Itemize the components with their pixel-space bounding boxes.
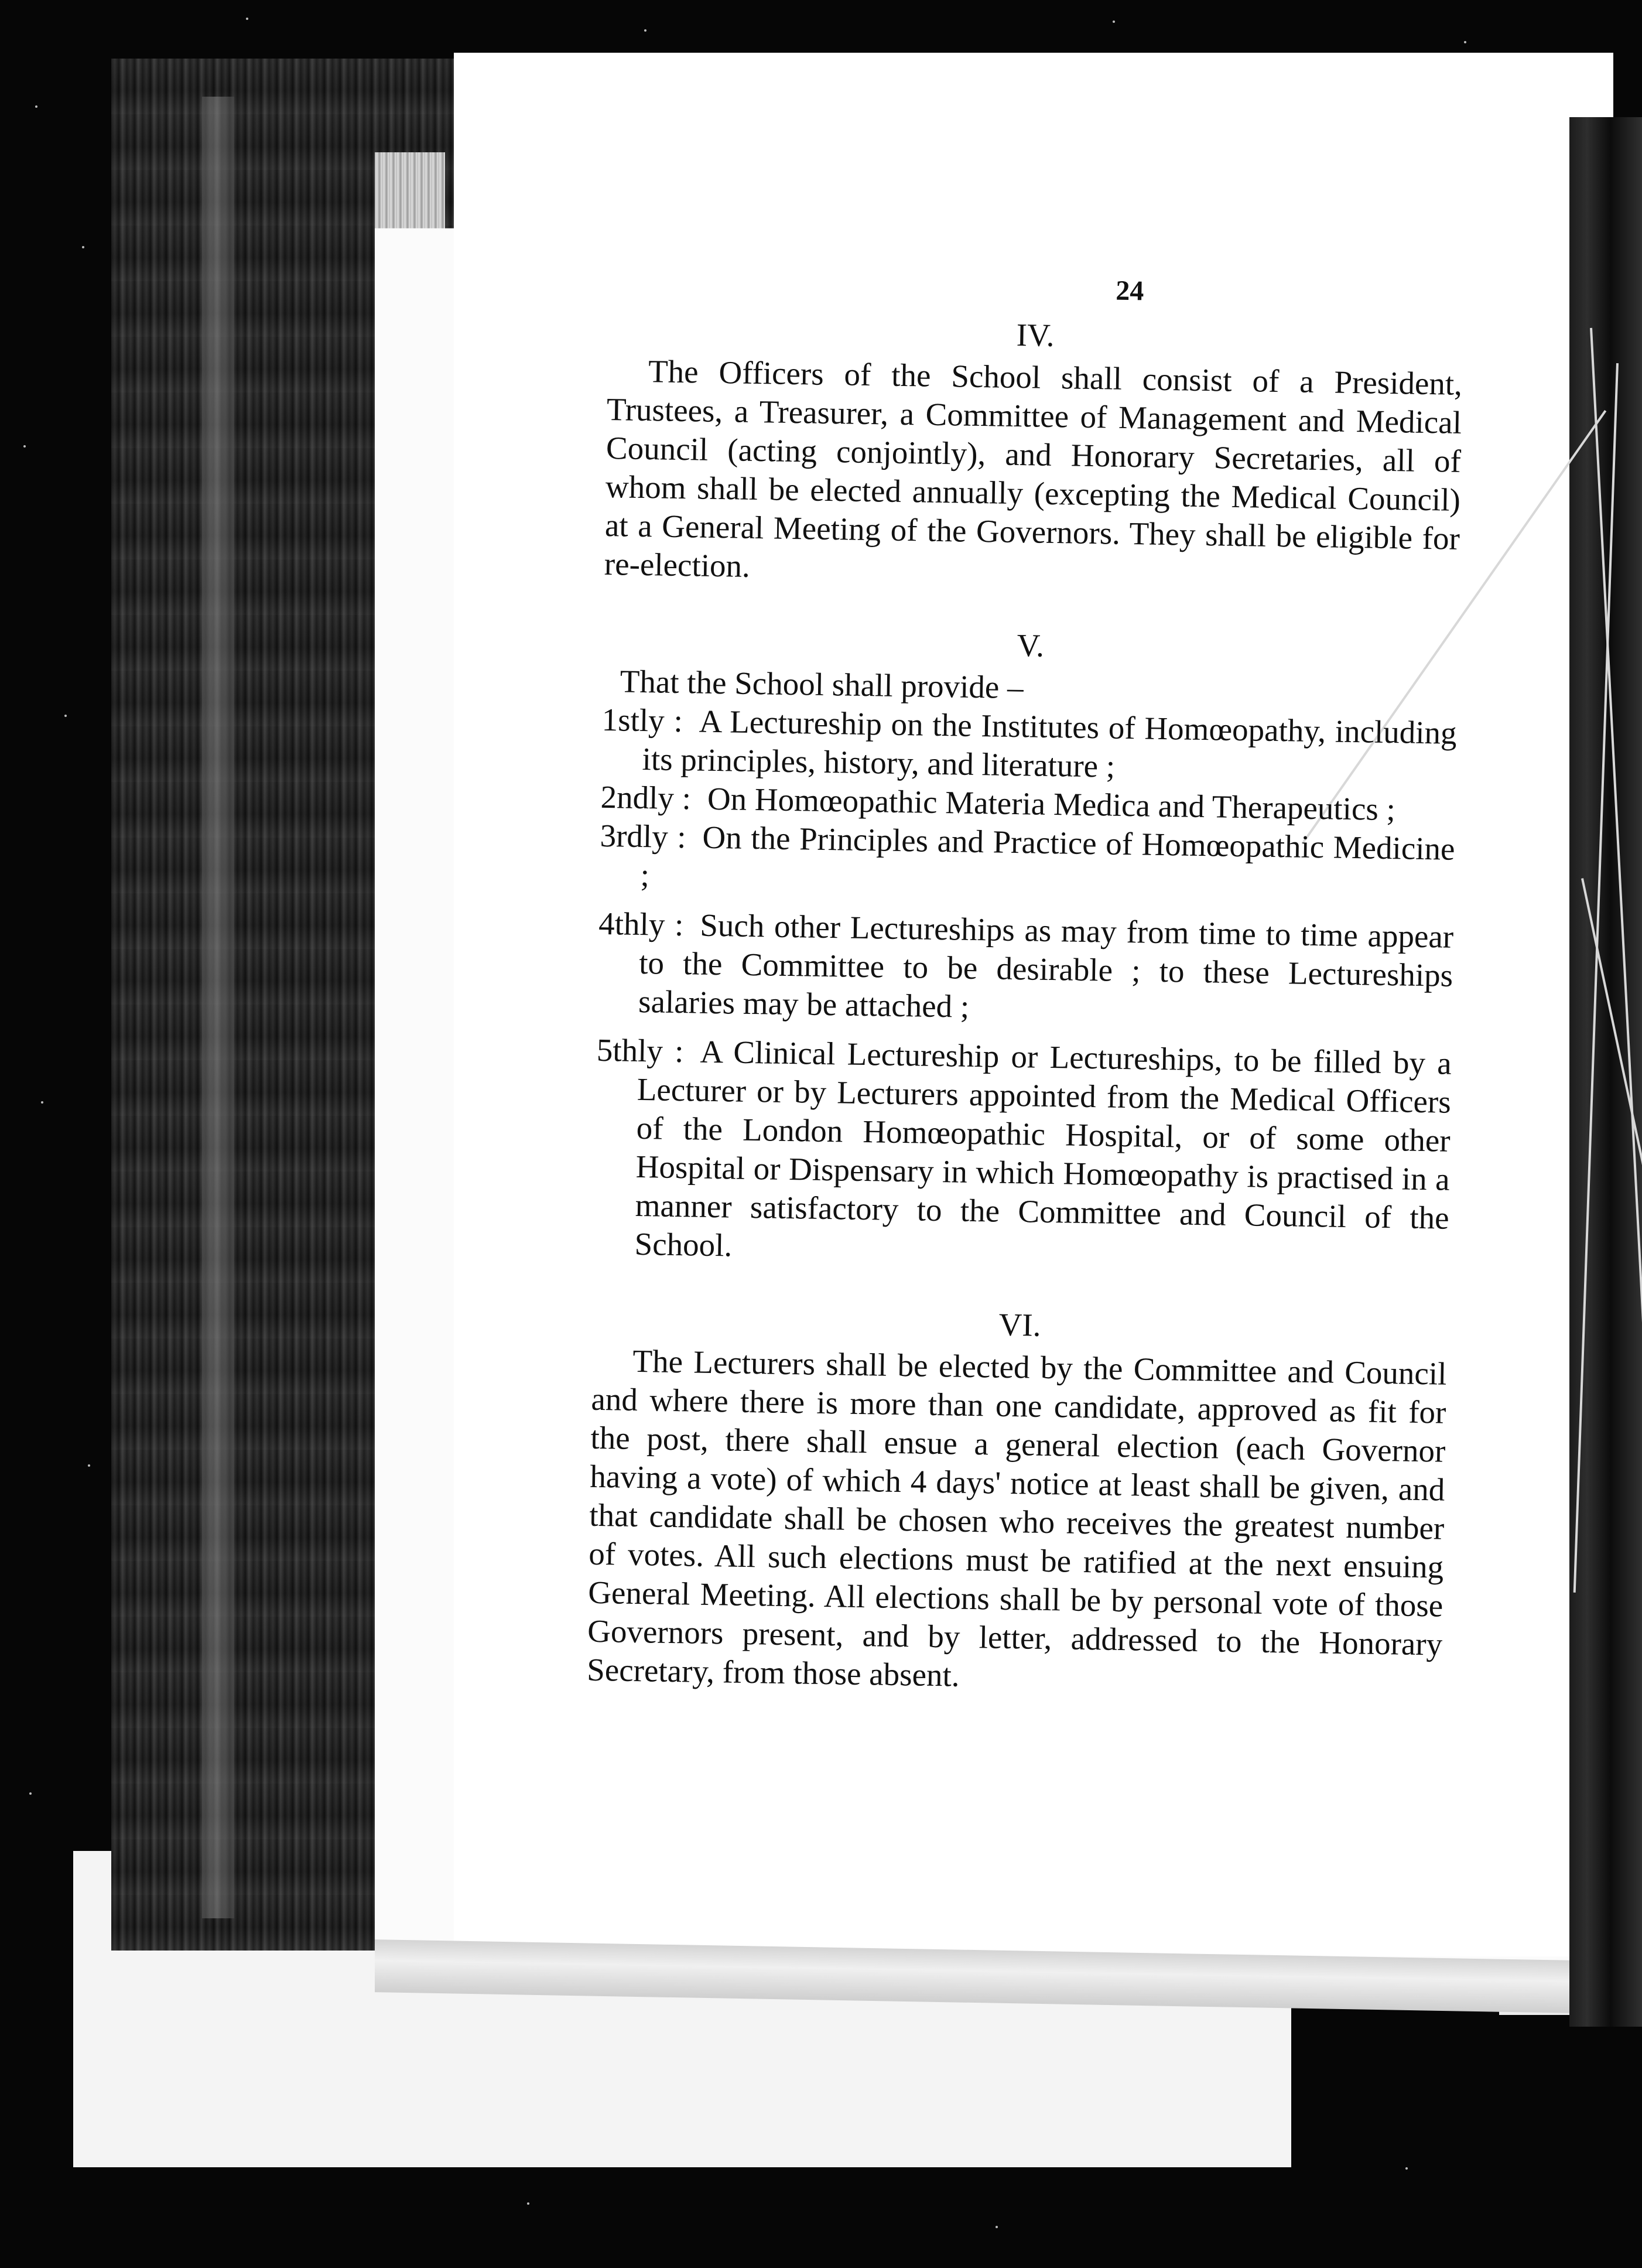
section-heading: VI. (998, 1306, 1041, 1343)
section-v (593, 620, 1458, 1276)
list-item (593, 1031, 1452, 1276)
list-item (601, 701, 1457, 791)
dust-speck (64, 715, 67, 717)
section-paragraph: The Lecturers shall be elected by the Committee and Council and where there is more than one candidate, approved as fit for the post, there shall ensue a general election (each Governor having a vote) of which 4 days' notice at least shall be given, and that candidate shall be chosen who receives the greatest number of votes. All such elections must be ratified at the next ensuing General Meeting. All elections shall be by personal vote of those Governors present, and by letter, addressed to the Honorary Secretary, from those absent. (586, 1343, 1447, 1693)
section-vi (587, 1299, 1448, 1703)
list-item-text: A Lectureship on the Institutes of Homœopathy, including its principles, history, and literature ; (642, 703, 1458, 784)
dust-speck (1405, 2167, 1408, 2170)
list-item-label: 3rdly : (600, 817, 687, 855)
section-heading: V. (1017, 627, 1045, 664)
page-text (587, 264, 1464, 1703)
list-item (597, 904, 1454, 1034)
list-item-text: Such other Lectureships as may from time to time appear to the Committee to be desirable ; to these Lectureships salaries may be attached ; (638, 907, 1454, 1024)
list-item (599, 817, 1455, 907)
dust-speck (35, 105, 37, 108)
list-item-label: 1stly : (601, 701, 683, 739)
section-intro: That the School shall provide – (620, 663, 1024, 706)
dust-speck (1464, 41, 1466, 43)
list-item-text: A Clinical Lectureship or Lectureships, to be filled by a Lecturer or by Lecturers appointed from the Medical Officers of the London Homœopathic Hospital, or of some other Hospital or Dispensary in which Homœopathy is practised in a manner satisfactory to the Committee and Council of the School. (634, 1033, 1452, 1263)
list-item-text: On Homœopathic Materia Medica and Therapeutics ; (707, 780, 1396, 828)
list-item-label: 4thly : (598, 905, 684, 943)
dust-speck (1113, 21, 1115, 23)
list-item-text: On the Principles and Practice of Homœopathic Medicine ; (640, 819, 1455, 893)
list-item-label: 2ndly : (600, 778, 692, 817)
dust-speck (246, 18, 248, 20)
page-number: 24 (1115, 275, 1144, 307)
dust-speck (29, 1792, 32, 1795)
section-iv (604, 309, 1463, 597)
section-heading: IV. (1016, 316, 1055, 353)
dust-speck (644, 29, 646, 32)
spine-highlight (202, 97, 234, 1918)
section-paragraph: The Officers of the School shall consist of a President, Trustees, a Treasurer, a Committee of Management and Medical Council (acting conjointly), and Honorary Secretaries, all of whom shall be elected annually (excepting the Medical Council) at a General Meeting of the Governors. They shall be eligible for re-election. (604, 353, 1463, 584)
dust-speck (527, 2202, 529, 2205)
dust-speck (82, 246, 84, 248)
dust-speck (41, 1101, 43, 1104)
dust-speck (23, 445, 26, 448)
list-item-label: 5thly : (596, 1031, 684, 1070)
dust-speck (996, 2226, 998, 2228)
dust-speck (88, 1464, 90, 1467)
